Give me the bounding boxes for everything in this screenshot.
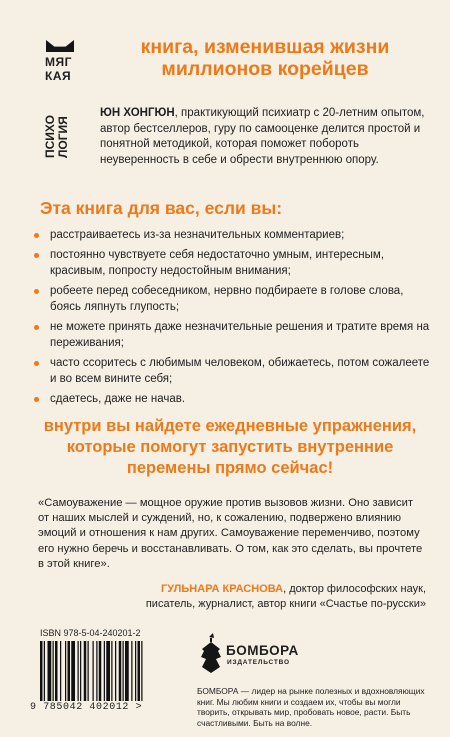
logo-vertical-2: ЛОГИЯ — [56, 116, 70, 158]
logo-line-1: МЯГ — [45, 55, 72, 69]
inside-line-1: внутри вы найдете ежедневные упражнения, — [43, 417, 417, 435]
logo-vertical-1: ПСИХО — [43, 115, 57, 158]
logo-line-2: КАЯ — [45, 69, 72, 83]
logo-cap-shape — [46, 40, 74, 52]
headline-line-1: книга, изменившая жизни — [140, 36, 390, 58]
inside-line-2: которые помогут запустить внутренние — [66, 438, 394, 456]
isbn-label: ISBN 978-5-04-240201-2 — [40, 628, 141, 638]
for-who-heading: Эта книга для вас, если вы: — [40, 198, 283, 218]
barcode — [40, 641, 175, 701]
list-item: сдаетесь, даже не начав. — [30, 391, 430, 407]
intro-paragraph — [100, 106, 430, 168]
headline-line-2: миллионов корейцев — [161, 58, 369, 80]
list-item: робеете перед собеседником, нервно подбираете в голове слова, боясь ляпнуть глупость; — [30, 283, 430, 315]
intro-author: ЮН ХОНГЮН — [100, 107, 175, 119]
publisher-subtitle: ИЗДАТЕЛЬСТВО — [227, 659, 290, 666]
list-item: не можете принять даже незначительные решения и тратите время на переживания; — [30, 319, 430, 351]
quote-author-name: ГУЛЬНАРА КРАСНОВА — [161, 583, 284, 595]
headline — [100, 36, 430, 80]
quote-author-role-2: писатель, журналист, автор книги «Счастье по-русски» — [145, 598, 426, 610]
publisher-description: БОМБОРА — лидер на рынке полезных и вдохновляющих книг. Мы любим книги и создаем их, чтобы вы могли творить, открывать мир, пробовать новое, расти. Быть счастливыми. Быть на волне. — [197, 686, 425, 728]
publisher-name: БОМБОРА — [226, 643, 299, 658]
publisher-logo — [196, 633, 299, 683]
inside-line-3: перемены прямо сейчас! — [126, 459, 334, 477]
logo-vertical-text — [44, 115, 70, 158]
list-item: часто ссоритесь с любимым человеком, обижаетесь, потом сожалеете и во всем вините себя; — [30, 355, 430, 387]
list-item: постоянно чувствуете себя недостаточно умным, интересным, красивым, попросту недостойным внимания; — [30, 247, 430, 279]
quote-author — [30, 582, 426, 612]
quote-author-role-1: , доктор философских наук, — [283, 583, 426, 595]
barcode-digits: 9 785042 402012 > — [30, 702, 143, 713]
inside-heading — [40, 416, 420, 479]
intro-text: , практикующий психиатр с 20-летним опытом, автор бестселлеров, гуру по самооценке делится простой и понятной методикой, которая поможет побороть неуверенность в себе и обрести внутреннюю опору. — [100, 107, 425, 166]
list-item: расстраиваетесь из-за незначительных комментариев; — [30, 227, 430, 243]
series-logo — [44, 40, 80, 158]
bomb-icon — [198, 633, 224, 673]
bullet-list — [30, 227, 430, 411]
quote-text: «Самоуважение — мощное оружие против вызовов жизни. Оно зависит от наших мыслей и суждений, но, к сожалению, подвержено влиянию эмоций и отношения к нам других. Самоуважение переменчиво, поэтому его нужно беречь и восстанавливать. О том, как это сделать, вы прочтете в этой книге». — [38, 497, 423, 570]
